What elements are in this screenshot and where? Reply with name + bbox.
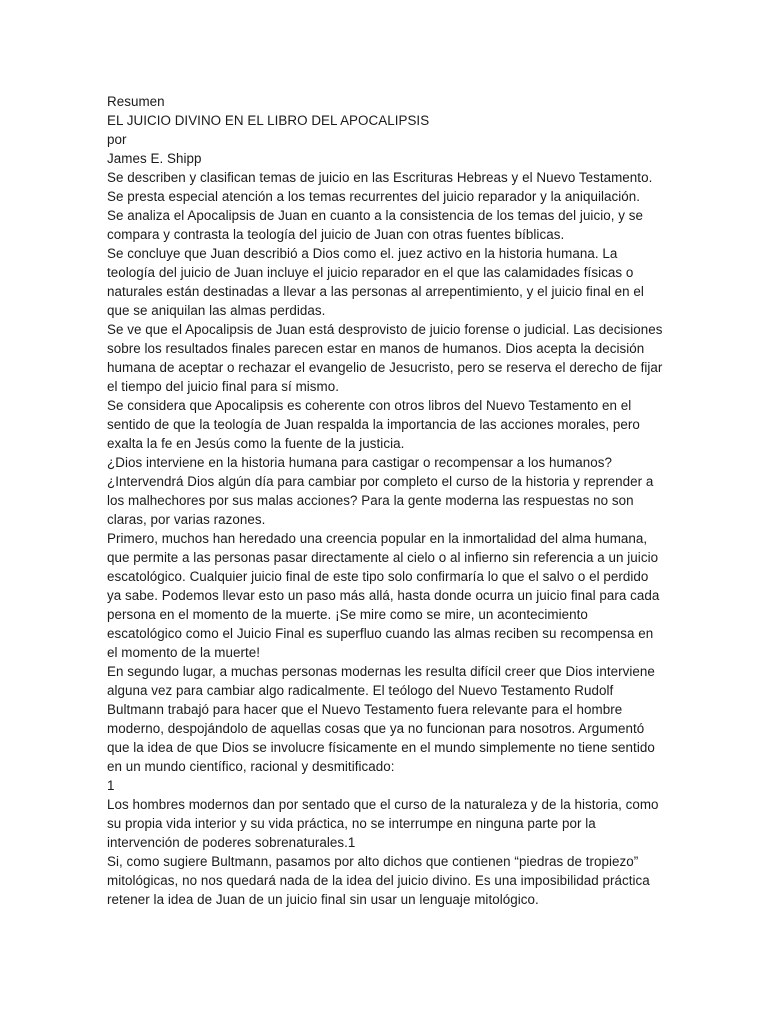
paragraph: Primero, muchos han heredado una creencia popular en la inmortalidad del alma humana, que permite a las personas pasar directamente al cielo o al infierno sin referencia a un juicio escatológico. Cualquier juicio final de este tipo solo confirmaría lo que el salvo o el perdido ya sabe. Podemos llevar esto un paso más allá, hasta donde ocurra un juicio final para cada persona en el momento de la muerte. ¡Se mire como se mire, un acontecimiento escatológico como el Juicio Final es superfluo cuando las almas reciben su recompensa en el momento de la muerte! <box>107 531 660 660</box>
section-heading: Resumen <box>107 94 165 109</box>
document-body <box>107 92 663 909</box>
paragraph: Se describen y clasifican temas de juicio en las Escrituras Hebreas y el Nuevo Testamento. <box>107 170 653 185</box>
block-quote: Los hombres modernos dan por sentado que el curso de la naturaleza y de la historia, como su propia vida interior y su vida práctica, no se interrumpe en ninguna parte por la intervención de poderes sobrenaturales.1 <box>107 797 659 850</box>
paragraph: Se presta especial atención a los temas recurrentes del juicio reparador y la aniquilación. <box>107 189 641 204</box>
paragraph: ¿Dios interviene en la historia humana para castigar o recompensar a los humanos? ¿Intervendrá Dios algún día para cambiar por completo el curso de la historia y reprender a los malhechores por sus malas acciones? Para la gente moderna las respuestas no son claras, por varias razones. <box>107 455 654 527</box>
footnote-marker: 1 <box>107 778 115 793</box>
author-name: James E. Shipp <box>107 151 202 166</box>
paragraph: Se concluye que Juan describió a Dios como el. juez activo en la historia humana. La teología del juicio de Juan incluye el juicio reparador en el que las calamidades físicas o naturales están destinadas a llevar a las personas al arrepentimiento, y el juicio final en el que se aniquilan las almas perdidas. <box>107 246 644 318</box>
paragraph: Se considera que Apocalipsis es coherente con otros libros del Nuevo Testamento en el sentido de que la teología de Juan respalda la importancia de las acciones morales, pero exalta la fe en Jesús como la fuente de la justicia. <box>107 398 640 451</box>
paragraph: Se ve que el Apocalipsis de Juan está desprovisto de juicio forense o judicial. Las decisiones sobre los resultados finales parecen estar en manos de humanos. Dios acepta la decisión humana de aceptar o rechazar el evangelio de Jesucristo, pero se reserva el derecho de fijar el tiempo del juicio final para sí mismo. <box>107 322 663 394</box>
paragraph: Se analiza el Apocalipsis de Juan en cuanto a la consistencia de los temas del juicio, y se compara y contrasta la teología del juicio de Juan con otras fuentes bíblicas. <box>107 208 644 242</box>
paragraph: Si, como sugiere Bultmann, pasamos por alto dichos que contienen “piedras de tropiezo” mitológicas, no nos quedará nada de la idea del juicio divino. Es una imposibilidad práctica retener la idea de Juan de un juicio final sin usar un lenguaje mitológico. <box>107 854 650 907</box>
paragraph: En segundo lugar, a muchas personas modernas les resulta difícil creer que Dios interviene alguna vez para cambiar algo radicalmente. El teólogo del Nuevo Testamento Rudolf Bultmann trabajó para hacer que el Nuevo Testamento fuera relevante para el hombre moderno, despojándolo de aquellas cosas que ya no funcionan para nosotros. Argumentó que la idea de que Dios se involucre físicamente en el mundo simplemente no tiene sentido en un mundo científico, racional y desmitificado: <box>107 664 655 774</box>
document-title: EL JUICIO DIVINO EN EL LIBRO DEL APOCALIPSIS <box>107 113 430 128</box>
byline-por: por <box>107 132 127 147</box>
